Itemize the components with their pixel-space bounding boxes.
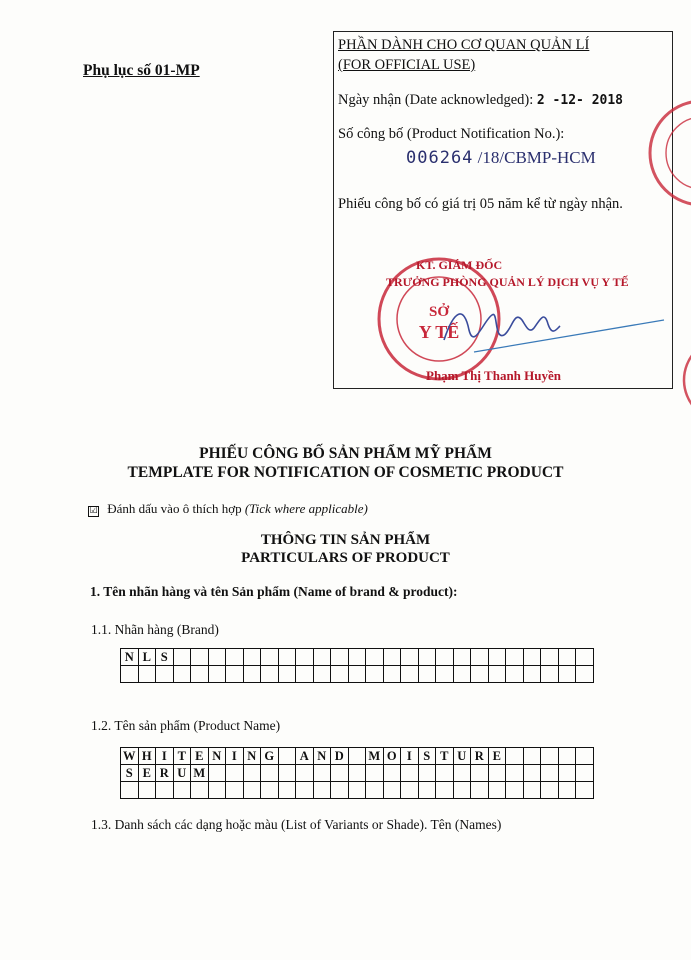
brand-grid-cell — [208, 649, 226, 666]
product-grid-cell — [243, 782, 261, 799]
tick-instruction — [88, 501, 368, 517]
product-grid-cell — [558, 748, 576, 765]
product-grid-cell — [436, 765, 454, 782]
brand-grid-cell — [278, 666, 296, 683]
product-grid-cell — [506, 765, 524, 782]
product-grid-cell: I — [226, 748, 244, 765]
brand-grid-cell — [173, 666, 191, 683]
product-grid-cell — [173, 782, 191, 799]
brand-grid-cell: L — [138, 649, 156, 666]
brand-grid-cell — [191, 649, 209, 666]
product-grid-cell: A — [296, 748, 314, 765]
tick-instruction-vi: Đánh dấu vào ô thích hợp — [107, 501, 242, 516]
product-grid-cell: N — [243, 748, 261, 765]
product-grid-cell — [261, 765, 279, 782]
brand-grid-cell — [558, 649, 576, 666]
brand-grid — [120, 648, 594, 683]
product-grid-cell: I — [401, 748, 419, 765]
product-grid-row — [121, 748, 594, 765]
product-grid-cell — [226, 765, 244, 782]
brand-grid-cell — [523, 649, 541, 666]
brand-grid-cell — [226, 649, 244, 666]
product-grid-cell: W — [121, 748, 139, 765]
product-grid-cell: R — [471, 748, 489, 765]
brand-grid-cell — [436, 666, 454, 683]
brand-grid-cell — [401, 666, 419, 683]
product-grid-cell: N — [313, 748, 331, 765]
product-grid-cell — [156, 782, 174, 799]
product-grid-cell — [436, 782, 454, 799]
section-1-heading: 1. Tên nhãn hàng và tên Sản phẩm (Name of brand & product): — [90, 584, 458, 599]
product-grid-cell — [121, 782, 139, 799]
brand-grid-cell — [576, 649, 594, 666]
particulars-title-vi: THÔNG TIN SẢN PHẨM — [260, 532, 431, 548]
notification-number-label: Số công bố (Product Notification No.): — [338, 126, 565, 142]
product-grid-cell — [523, 765, 541, 782]
particulars-title-en: PARTICULARS OF PRODUCT — [241, 550, 450, 566]
brand-grid-cell — [488, 649, 506, 666]
product-grid-cell — [313, 765, 331, 782]
date-acknowledged-label: Ngày nhận (Date acknowledged): — [338, 92, 534, 108]
brand-grid-cell — [296, 666, 314, 683]
product-grid-cell — [278, 765, 296, 782]
partial-seal-stamp-lower — [676, 335, 691, 425]
handwritten-signature — [434, 290, 670, 360]
official-use-box — [333, 31, 673, 389]
product-grid-cell: U — [173, 765, 191, 782]
notification-number-suffix: /18/CBMP-HCM — [477, 148, 596, 167]
brand-grid-cell — [121, 666, 139, 683]
product-grid-cell — [541, 748, 559, 765]
product-grid-cell: S — [418, 748, 436, 765]
product-grid-cell — [348, 748, 366, 765]
brand-grid-cell: N — [121, 649, 139, 666]
brand-grid-cell — [348, 666, 366, 683]
date-acknowledged-value: 2 -12- 2018 — [536, 93, 623, 108]
brand-label: 1.1. Nhãn hàng (Brand) — [91, 622, 219, 637]
product-grid-cell — [138, 782, 156, 799]
product-grid-row — [121, 765, 594, 782]
brand-grid-cell — [296, 649, 314, 666]
form-title-en: TEMPLATE FOR NOTIFICATION OF COSMETIC PRODUCT — [127, 464, 564, 481]
official-box-title-vi: PHẦN DÀNH CHO CƠ QUAN QUẢN LÍ — [338, 37, 590, 53]
product-grid-cell: O — [383, 748, 401, 765]
product-grid-cell: N — [208, 748, 226, 765]
partial-seal-stamp — [640, 95, 691, 215]
brand-grid-cell — [541, 649, 559, 666]
product-grid-cell — [348, 782, 366, 799]
brand-grid-cell — [506, 666, 524, 683]
checkbox-icon: ☑ — [89, 506, 98, 516]
brand-grid-cell — [331, 666, 349, 683]
product-grid-cell — [383, 782, 401, 799]
variants-label: 1.3. Danh sách các dạng hoặc màu (List of Variants or Shade). Tên (Names) — [91, 817, 502, 832]
brand-grid-cell — [348, 649, 366, 666]
product-grid-cell — [576, 765, 594, 782]
signatory-role-2: TRƯỞNG PHÒNG QUẢN LÝ DỊCH VỤ Y TẾ — [386, 275, 629, 289]
product-grid-row — [121, 782, 594, 799]
product-grid-cell: H — [138, 748, 156, 765]
product-grid-cell — [226, 782, 244, 799]
notification-number-row — [406, 148, 596, 168]
product-grid-cell: D — [331, 748, 349, 765]
brand-grid-cell — [576, 666, 594, 683]
product-grid-cell — [471, 765, 489, 782]
brand-grid-cell — [243, 666, 261, 683]
product-grid-cell — [488, 782, 506, 799]
product-grid-cell — [313, 782, 331, 799]
product-grid-cell — [576, 748, 594, 765]
brand-grid-cell — [243, 649, 261, 666]
brand-grid-cell — [208, 666, 226, 683]
product-name-label: 1.2. Tên sản phẩm (Product Name) — [91, 718, 281, 733]
brand-grid-cell — [401, 649, 419, 666]
product-grid-cell — [208, 765, 226, 782]
product-grid-cell — [331, 765, 349, 782]
product-grid-cell: E — [191, 748, 209, 765]
stamp-text-top: SỞ — [428, 304, 450, 320]
brand-grid-cell — [418, 666, 436, 683]
product-grid-cell — [488, 765, 506, 782]
product-grid-cell — [471, 782, 489, 799]
brand-grid-cell — [313, 666, 331, 683]
product-grid-cell — [383, 765, 401, 782]
brand-grid-cell — [453, 666, 471, 683]
brand-grid-cell — [471, 649, 489, 666]
appendix-label: Phụ lục số 01-MP — [83, 62, 200, 79]
product-grid-cell — [243, 765, 261, 782]
tick-instruction-en: (Tick where applicable) — [244, 501, 368, 516]
product-grid-cell: M — [191, 765, 209, 782]
brand-grid-cell — [558, 666, 576, 683]
brand-grid-cell — [383, 666, 401, 683]
product-grid-cell — [208, 782, 226, 799]
brand-grid-cell — [471, 666, 489, 683]
product-grid-cell — [453, 782, 471, 799]
official-box-title-en: (FOR OFFICIAL USE) — [338, 57, 476, 73]
product-grid-cell: T — [173, 748, 191, 765]
form-title-vi: PHIẾU CÔNG BỐ SẢN PHẨM MỸ PHẨM — [199, 445, 492, 462]
product-grid-cell: M — [366, 748, 384, 765]
product-grid-cell — [331, 782, 349, 799]
product-grid-cell — [296, 782, 314, 799]
product-grid-cell — [453, 765, 471, 782]
brand-grid-row — [121, 649, 594, 666]
product-grid-cell — [296, 765, 314, 782]
brand-grid-cell — [436, 649, 454, 666]
brand-grid-cell — [261, 666, 279, 683]
product-grid-cell — [506, 748, 524, 765]
product-grid-cell — [366, 765, 384, 782]
product-grid-cell: S — [121, 765, 139, 782]
product-grid-cell — [261, 782, 279, 799]
product-grid-cell — [523, 748, 541, 765]
product-grid-cell — [401, 765, 419, 782]
product-grid-cell — [558, 765, 576, 782]
product-grid-cell — [523, 782, 541, 799]
product-grid-cell — [191, 782, 209, 799]
product-grid-cell — [401, 782, 419, 799]
product-grid-cell — [541, 782, 559, 799]
product-grid-cell: R — [156, 765, 174, 782]
product-grid-cell — [506, 782, 524, 799]
product-grid-cell — [576, 782, 594, 799]
product-grid-cell — [366, 782, 384, 799]
brand-grid-cell — [261, 649, 279, 666]
brand-grid-cell — [366, 666, 384, 683]
brand-grid-cell — [383, 649, 401, 666]
date-acknowledged-row — [338, 92, 623, 109]
product-grid-cell: E — [488, 748, 506, 765]
product-grid-cell: T — [436, 748, 454, 765]
product-grid-cell — [541, 765, 559, 782]
brand-grid-cell — [488, 666, 506, 683]
brand-grid-cell — [506, 649, 524, 666]
brand-grid-cell — [226, 666, 244, 683]
brand-grid-row — [121, 666, 594, 683]
product-grid-cell: I — [156, 748, 174, 765]
product-grid-cell: G — [261, 748, 279, 765]
signatory-name: Phạm Thị Thanh Huyền — [426, 368, 561, 383]
brand-grid-cell — [418, 649, 436, 666]
brand-grid-cell — [191, 666, 209, 683]
product-grid-cell — [348, 765, 366, 782]
product-grid-cell — [558, 782, 576, 799]
product-grid-cell — [278, 782, 296, 799]
product-name-grid — [120, 747, 594, 799]
brand-grid-cell — [541, 666, 559, 683]
brand-grid-cell — [366, 649, 384, 666]
brand-grid-cell — [313, 649, 331, 666]
brand-grid-cell — [138, 666, 156, 683]
product-grid-cell: U — [453, 748, 471, 765]
brand-grid-cell — [523, 666, 541, 683]
validity-note: Phiếu công bố có giá trị 05 năm kể từ ngày nhận. — [338, 196, 623, 212]
brand-grid-cell — [331, 649, 349, 666]
product-grid-cell: E — [138, 765, 156, 782]
product-grid-cell — [418, 765, 436, 782]
brand-grid-cell — [173, 649, 191, 666]
notification-number: 006264 — [406, 148, 474, 168]
signatory-role-1: KT. GIÁM ĐỐC — [416, 258, 503, 272]
stamp-text-bottom: Y TẾ — [418, 322, 460, 342]
brand-grid-cell — [453, 649, 471, 666]
product-grid-cell — [418, 782, 436, 799]
brand-grid-cell — [278, 649, 296, 666]
brand-grid-cell — [156, 666, 174, 683]
product-grid-cell — [278, 748, 296, 765]
brand-grid-cell: S — [156, 649, 174, 666]
